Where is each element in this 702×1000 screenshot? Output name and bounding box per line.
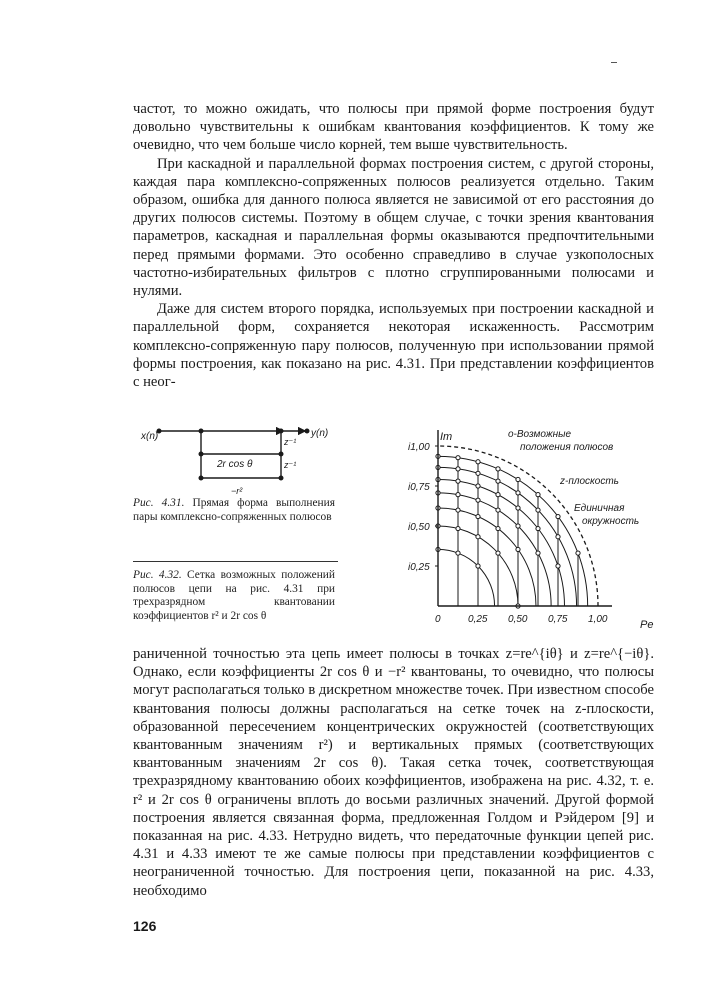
- pole-point: [456, 467, 460, 471]
- x-tick-label: 1,00: [588, 614, 608, 625]
- y-tick-label: i1,00: [408, 442, 430, 453]
- paragraph: раниченной точностью эта цепь имеет полюсы в точках z=re^{iθ} и z=re^{−iθ}. Однако, если коэффициенты 2r cos θ и −r² квантованы, то очевидно, что полюсы могут располагаться только в дискретном множестве точек. При известном способе квантования полюсы должны располагаться на сетке точек на z-плоскости, образованной пересечением концентрических окружностей (соответствующих квантованным значениям r²) и вертикальных прямых (соответствующих квантованным значениям 2r cos θ). Такая сетка точек, соответствующая трехразрядному квантованию обоих коэффициентов, изображена на рис. 4.32, т. е. r² и 2r cos θ ограничены вплоть до восьми различных значений. Другой формой построения является связанная форма, предложенная Голдом и Рэйдером [9] и показанная на рис. 4.33. Нетрудно видеть, что передаточные функции цепей рис. 4.31 и 4.33 имеют те же самые полюсы при представлении коэффициентов с неограниченной точностью. Для построения цепи, показанной на рис. 4.33, необходимо: [133, 646, 654, 899]
- pole-point: [516, 506, 520, 510]
- pole-point: [456, 526, 460, 530]
- grid-circle: [438, 480, 564, 606]
- pole-point: [556, 564, 560, 568]
- paragraph: частот, то можно ожидать, что полюсы при прямой форме построения будут довольно чувствительны к ошибкам квантования коэффициентов. К тому же очевидно, что чем больше число корней, тем выше чувствительность.: [133, 101, 654, 154]
- pole-point: [536, 493, 540, 497]
- pole-point: [496, 479, 500, 483]
- pole-point: [496, 551, 500, 555]
- im-axis-label: Im: [440, 431, 453, 443]
- delay-label: z⁻¹: [284, 437, 297, 447]
- figure-4-32-caption: [133, 569, 335, 623]
- node: [279, 452, 284, 457]
- unit-circle-label: Единичная: [574, 503, 625, 514]
- paragraph: При каскадной и параллельной формах построения систем, с другой стороны, каждая пара комплексно-сопряженных полюсов реализуется отдельно. Таким образом, ошибка для данного полюса является не зависимой от его расстояния до других полюсов системы. Поэтому в общем случае, с точки зрения квантования параметров, каскадная и параллельная формы оказываются предпочтительными перед прямыми формами. Это особенно справедливо в случае узкополосных частотно-избирательных фильтров с плотно сгруппированными полюсами и нулями.: [133, 155, 654, 300]
- legend-text: положения полюсов: [520, 442, 614, 453]
- output-label: y(n): [311, 428, 329, 439]
- node: [305, 429, 310, 434]
- delay-label: z⁻¹: [284, 460, 297, 470]
- pole-point: [456, 508, 460, 512]
- pole-point: [496, 526, 500, 530]
- pole-point: [536, 526, 540, 530]
- caption-text: Прямая форма выполнения пары комплексно-сопряженных полюсов: [133, 497, 335, 523]
- pole-point: [496, 467, 500, 471]
- caption-label: Рис. 4.31.: [133, 497, 185, 509]
- caption-text: Сетка возможных положений полюсов цепи на рис. 4.31 при трехразрядном квантовании коэффициентов r² и 2r cos θ: [133, 569, 335, 622]
- x-tick-label: 0,25: [468, 614, 488, 625]
- pole-point: [456, 493, 460, 497]
- pole-grid: [436, 446, 598, 608]
- pole-point: [516, 547, 520, 551]
- y-tick-label: i0,50: [408, 522, 430, 533]
- x-tick-label: 0,50: [508, 614, 528, 625]
- pole-point: [456, 551, 460, 555]
- figure-4-31-caption: [133, 497, 335, 524]
- pole-point: [476, 484, 480, 488]
- pole-point: [476, 514, 480, 518]
- chart-labels: [440, 429, 653, 631]
- grid-circle: [438, 508, 536, 606]
- pole-point: [516, 477, 520, 481]
- grid-circle: [438, 549, 495, 606]
- pole-point: [476, 535, 480, 539]
- figure-4-32-chart: [400, 418, 670, 640]
- pole-point: [576, 551, 580, 555]
- bottom-coefficient: −r²: [231, 486, 243, 496]
- pole-point: [456, 479, 460, 483]
- x-tick-label: 0,75: [548, 614, 568, 625]
- node: [199, 476, 204, 481]
- pole-point: [476, 460, 480, 464]
- pole-point: [516, 524, 520, 528]
- feedback-coefficient: 2r cos θ: [217, 459, 253, 470]
- pole-point: [536, 551, 540, 555]
- input-label: x(n): [141, 431, 159, 442]
- pole-point: [476, 471, 480, 475]
- z-plane-label: z-плоскость: [560, 476, 619, 487]
- caption-label: Рис. 4.32.: [133, 569, 182, 581]
- node: [199, 429, 204, 434]
- node: [279, 476, 284, 481]
- pole-point: [556, 514, 560, 518]
- y-tick-label: i0,25: [408, 562, 430, 573]
- pole-point: [476, 564, 480, 568]
- unit-circle-label: окружность: [582, 516, 640, 527]
- page-number: 126: [133, 918, 157, 934]
- x-tick-label: 0: [435, 614, 441, 625]
- page-mark: [611, 62, 617, 63]
- pole-point: [496, 493, 500, 497]
- pole-point: [496, 508, 500, 512]
- pole-point: [536, 508, 540, 512]
- caption-separator: [133, 561, 338, 562]
- legend-text: о-Возможные: [508, 429, 572, 440]
- re-axis-label: Pe: [640, 619, 654, 631]
- pole-point: [516, 491, 520, 495]
- pole-point: [456, 456, 460, 460]
- body-text-top: [133, 100, 654, 391]
- body-text-bottom: [133, 645, 654, 900]
- paragraph: Даже для систем второго порядка, используемых при построении каскадной и параллельной форм, сохраняется некоторая искаженность. Рассмотрим комплексно-сопряженную пару полюсов, полученную при использовании прямой формы построения, как показано на рис. 4.31. При представлении коэффициентов с неог-: [133, 301, 654, 391]
- node: [279, 429, 284, 434]
- axes: [408, 430, 612, 625]
- figure-4-31-diagram: [133, 418, 343, 500]
- pole-point: [556, 535, 560, 539]
- node: [199, 452, 204, 457]
- pole-point: [476, 498, 480, 502]
- y-tick-label: i0,75: [408, 482, 430, 493]
